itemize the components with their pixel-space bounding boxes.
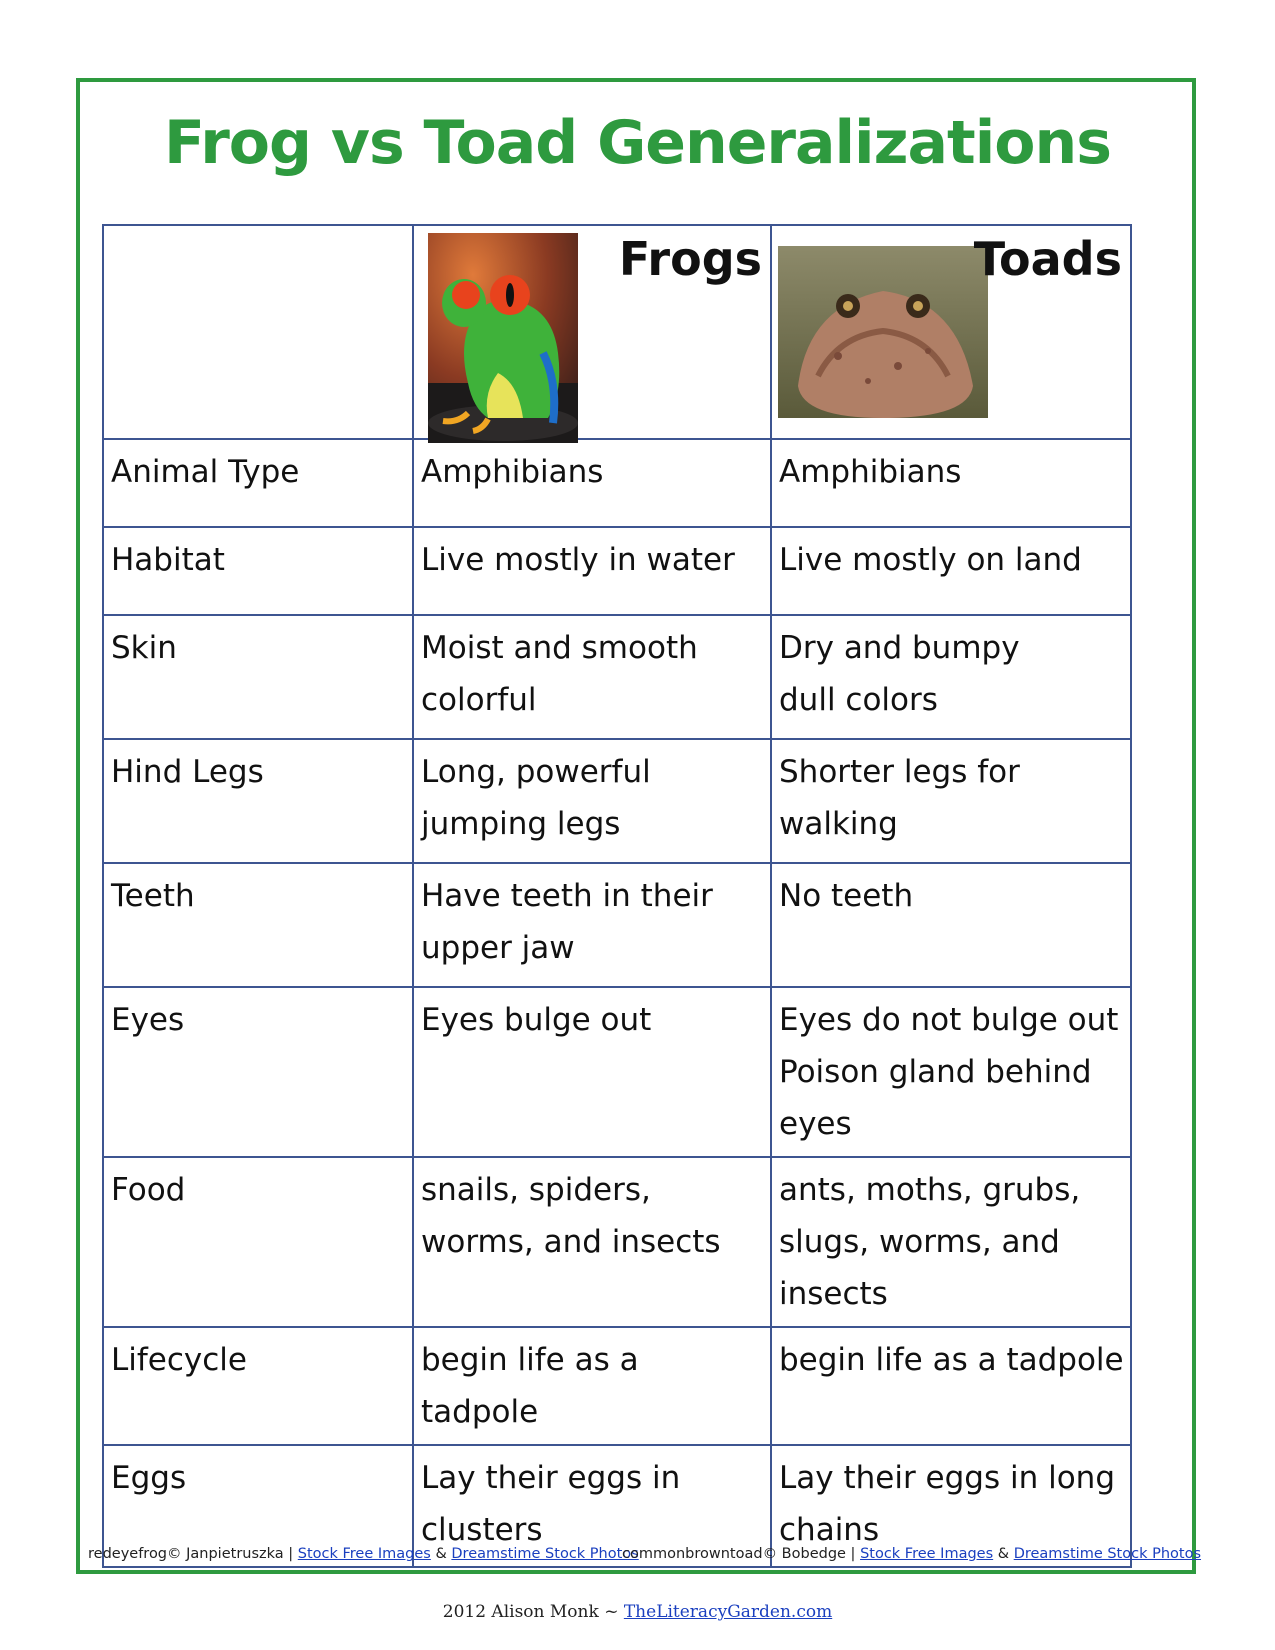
frog-cell	[413, 1327, 771, 1445]
table-row	[103, 863, 1131, 987]
row-label: Eggs	[103, 1445, 413, 1567]
toad-cell-line: Live mostly on land	[779, 542, 1082, 578]
frog-cell	[413, 439, 771, 527]
comparison-table	[102, 224, 1132, 1568]
row-label: Teeth	[103, 863, 413, 987]
table-row	[103, 615, 1131, 739]
row-label: Food	[103, 1157, 413, 1327]
frog-cell	[413, 987, 771, 1157]
row-label: Animal Type	[103, 439, 413, 527]
row-label: Eyes	[103, 987, 413, 1157]
toad-cell-line: Amphibians	[779, 454, 962, 490]
toad-cell	[771, 1157, 1131, 1327]
toad-photo	[778, 246, 988, 418]
frog-cell-line: begin life as a tadpole	[421, 1342, 639, 1430]
frog-cell	[413, 863, 771, 987]
frog-cell-line: Moist and smooth	[421, 630, 698, 666]
toad-cell	[771, 439, 1131, 527]
row-label: Skin	[103, 615, 413, 739]
frog-credit-text: redeyefrog© Janpietruszka |	[88, 1546, 298, 1562]
table-row	[103, 1157, 1131, 1327]
toad-cell	[771, 527, 1131, 615]
toad-cell-line: dull colors	[779, 682, 938, 718]
toad-cell	[771, 1327, 1131, 1445]
frog-cell-line: Long, powerful jumping legs	[421, 754, 651, 842]
frogs-header-cell	[413, 225, 771, 439]
dreamstime-link-1[interactable]: Dreamstime Stock Photos	[451, 1546, 639, 1562]
toad-cell-line: Poison gland behind eyes	[779, 1054, 1092, 1142]
toad-cell-line: Shorter legs for walking	[779, 754, 1020, 842]
frog-cell-line: Eyes bulge out	[421, 1002, 652, 1038]
frog-cell	[413, 615, 771, 739]
frog-cell	[413, 527, 771, 615]
literacy-garden-link[interactable]: TheLiteracyGarden.com	[623, 1602, 833, 1622]
toad-cell	[771, 739, 1131, 863]
toad-cell	[771, 615, 1131, 739]
frog-cell-line: snails, spiders, worms, and insects	[421, 1172, 721, 1260]
toads-header-cell	[771, 225, 1131, 439]
frog-cell	[413, 739, 771, 863]
footer-text: 2012 Alison Monk ~	[442, 1602, 624, 1622]
table-row	[103, 1327, 1131, 1445]
toad-cell-line: Eyes do not bulge out	[779, 1002, 1119, 1038]
footer	[0, 1602, 1275, 1622]
toad-cell-line: Dry and bumpy	[779, 630, 1020, 666]
frog-cell-line: colorful	[421, 682, 537, 718]
toads-column-label: Toads	[973, 232, 1122, 286]
frog-cell-line: Lay their eggs in clusters	[421, 1460, 681, 1548]
toad-cell	[771, 987, 1131, 1157]
frog-photo-credit	[88, 1546, 639, 1562]
toad-cell-line: begin life as a tadpole	[779, 1342, 1124, 1378]
row-label: Habitat	[103, 527, 413, 615]
row-label: Hind Legs	[103, 739, 413, 863]
credit-amp-1: &	[430, 1546, 452, 1562]
frogs-column-label: Frogs	[618, 232, 762, 286]
frog-cell-line: Live mostly in water	[421, 542, 735, 578]
toad-cell	[771, 863, 1131, 987]
frog-cell	[413, 1157, 771, 1327]
frog-cell-line: Amphibians	[421, 454, 604, 490]
toad-cell-line: Lay their eggs in long chains	[779, 1460, 1116, 1548]
toad-photo-credit	[622, 1546, 1201, 1562]
toad-credit-text: commonbrowntoad© Bobedge |	[622, 1546, 861, 1562]
credit-amp-2: &	[993, 1546, 1014, 1562]
table-row	[103, 527, 1131, 615]
row-label: Lifecycle	[103, 1327, 413, 1445]
table-row	[103, 439, 1131, 527]
stock-free-images-link-1[interactable]: Stock Free Images	[297, 1546, 431, 1562]
dreamstime-link-2[interactable]: Dreamstime Stock Photos	[1013, 1546, 1202, 1562]
frog-photo	[428, 233, 578, 443]
table-row	[103, 987, 1131, 1157]
header-row	[103, 225, 1131, 439]
stock-free-images-link-2[interactable]: Stock Free Images	[860, 1546, 994, 1562]
toad-cell-line: No teeth	[779, 878, 914, 914]
table-row	[103, 739, 1131, 863]
frog-cell-line: Have teeth in their upper jaw	[421, 878, 713, 966]
toad-cell-line: ants, moths, grubs, slugs, worms, and insects	[779, 1172, 1081, 1312]
empty-header-cell	[103, 225, 413, 439]
page-title: Frog vs Toad Generalizations	[164, 108, 1111, 178]
